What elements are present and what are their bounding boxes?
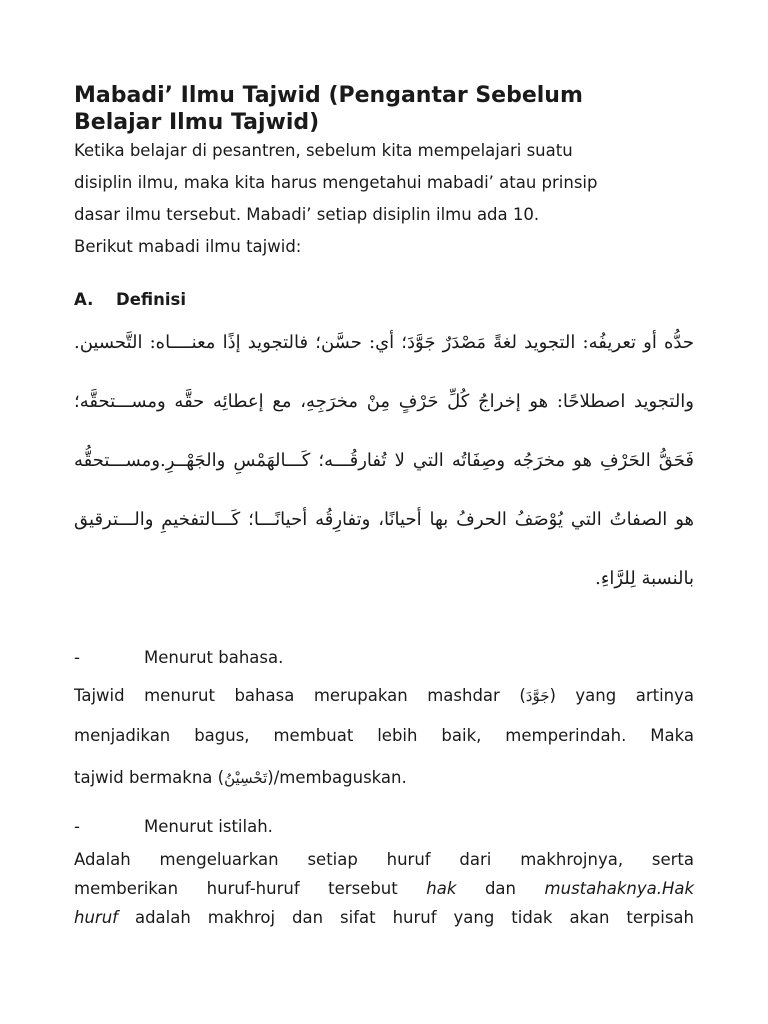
- arabic-inline: تَحْسِيْنُ: [224, 769, 268, 787]
- bahasa-line: tajwid bermakna (تَحْسِيْنُ)/membaguskan.: [74, 768, 407, 787]
- arabic-line: والتجويد اصطلاحًا: هو إخراجُ كُلِّ حَرْفٍ مِنْ مخرَجِهِ، مع إعطائِه حقَّه ومســـتحقَّه؛: [74, 391, 694, 412]
- intro-line: dasar ilmu tersebut. Mabadi’ setiap disiplin ilmu ada 10.: [74, 205, 540, 224]
- istilah-paragraph: [74, 845, 694, 932]
- istilah-line: Adalah mengeluarkan setiap huruf dari makhrojnya, serta: [74, 850, 694, 869]
- arabic-line: هو الصفاتُ التي يُوْصَفُ الحرفُ بها أحيانًا، وتفارِقُه أحيانًـــا؛ كَـــالتفخيمِ والـــترقيق: [74, 509, 694, 530]
- intro-line: Berikut mabadi ilmu tajwid:: [74, 237, 302, 256]
- bullet-dash: -: [74, 817, 80, 836]
- arabic-line: حدُّه أو تعريفُه: التجويد لغةً مَصْدَرٌ جَوَّدَ؛ أي: حسَّن؛ فالتجويد إذًا معنــــاه: التَّحسين.: [74, 332, 694, 353]
- bullet-menurut-bahasa: [74, 648, 283, 667]
- bahasa-paragraph: [74, 680, 694, 794]
- bahasa-line: menjadikan bagus, membuat lebih baik, memperindah. Maka: [74, 726, 694, 745]
- section-heading-definisi: [74, 290, 186, 309]
- arabic-definition-block: [74, 313, 694, 608]
- bullet-dash: -: [74, 648, 80, 667]
- arabic-line: فَحَقُّ الحَرْفِ هو مخرَجُه وصِفَاتُه التي لا تُفارقُـــه؛ كَـــالهَمْسِ والجَهْــرِ.ومســـتحقُّه: [74, 450, 694, 471]
- page-title: [74, 82, 694, 136]
- arabic-inline: جَوَّدَ: [525, 687, 550, 705]
- bullet-label: Menurut istilah.: [144, 817, 273, 836]
- bahasa-line: Tajwid menurut bahasa merupakan mashdar (جَوَّدَ) yang artinya: [74, 686, 695, 705]
- title-line-1: Mabadi’ Ilmu Tajwid (Pengantar Sebelum: [74, 83, 583, 108]
- bullet-menurut-istilah: [74, 817, 273, 836]
- section-letter: A.: [74, 290, 94, 309]
- istilah-line: huruf adalah makhroj dan sifat huruf yang tidak akan terpisah: [74, 908, 694, 927]
- section-title: Definisi: [116, 290, 186, 309]
- intro-paragraph: [74, 135, 694, 263]
- arabic-line: بالنسبة لِلرَّاءِ.: [595, 568, 694, 589]
- title-line-2: Belajar Ilmu Tajwid): [74, 110, 320, 135]
- bullet-label: Menurut bahasa.: [144, 648, 284, 667]
- intro-line: Ketika belajar di pesantren, sebelum kita mempelajari suatu: [74, 141, 573, 160]
- intro-line: disiplin ilmu, maka kita harus mengetahui mabadi’ atau prinsip: [74, 173, 598, 192]
- istilah-line: memberikan huruf-huruf tersebut hak dan mustahaknya.Hak: [74, 879, 695, 898]
